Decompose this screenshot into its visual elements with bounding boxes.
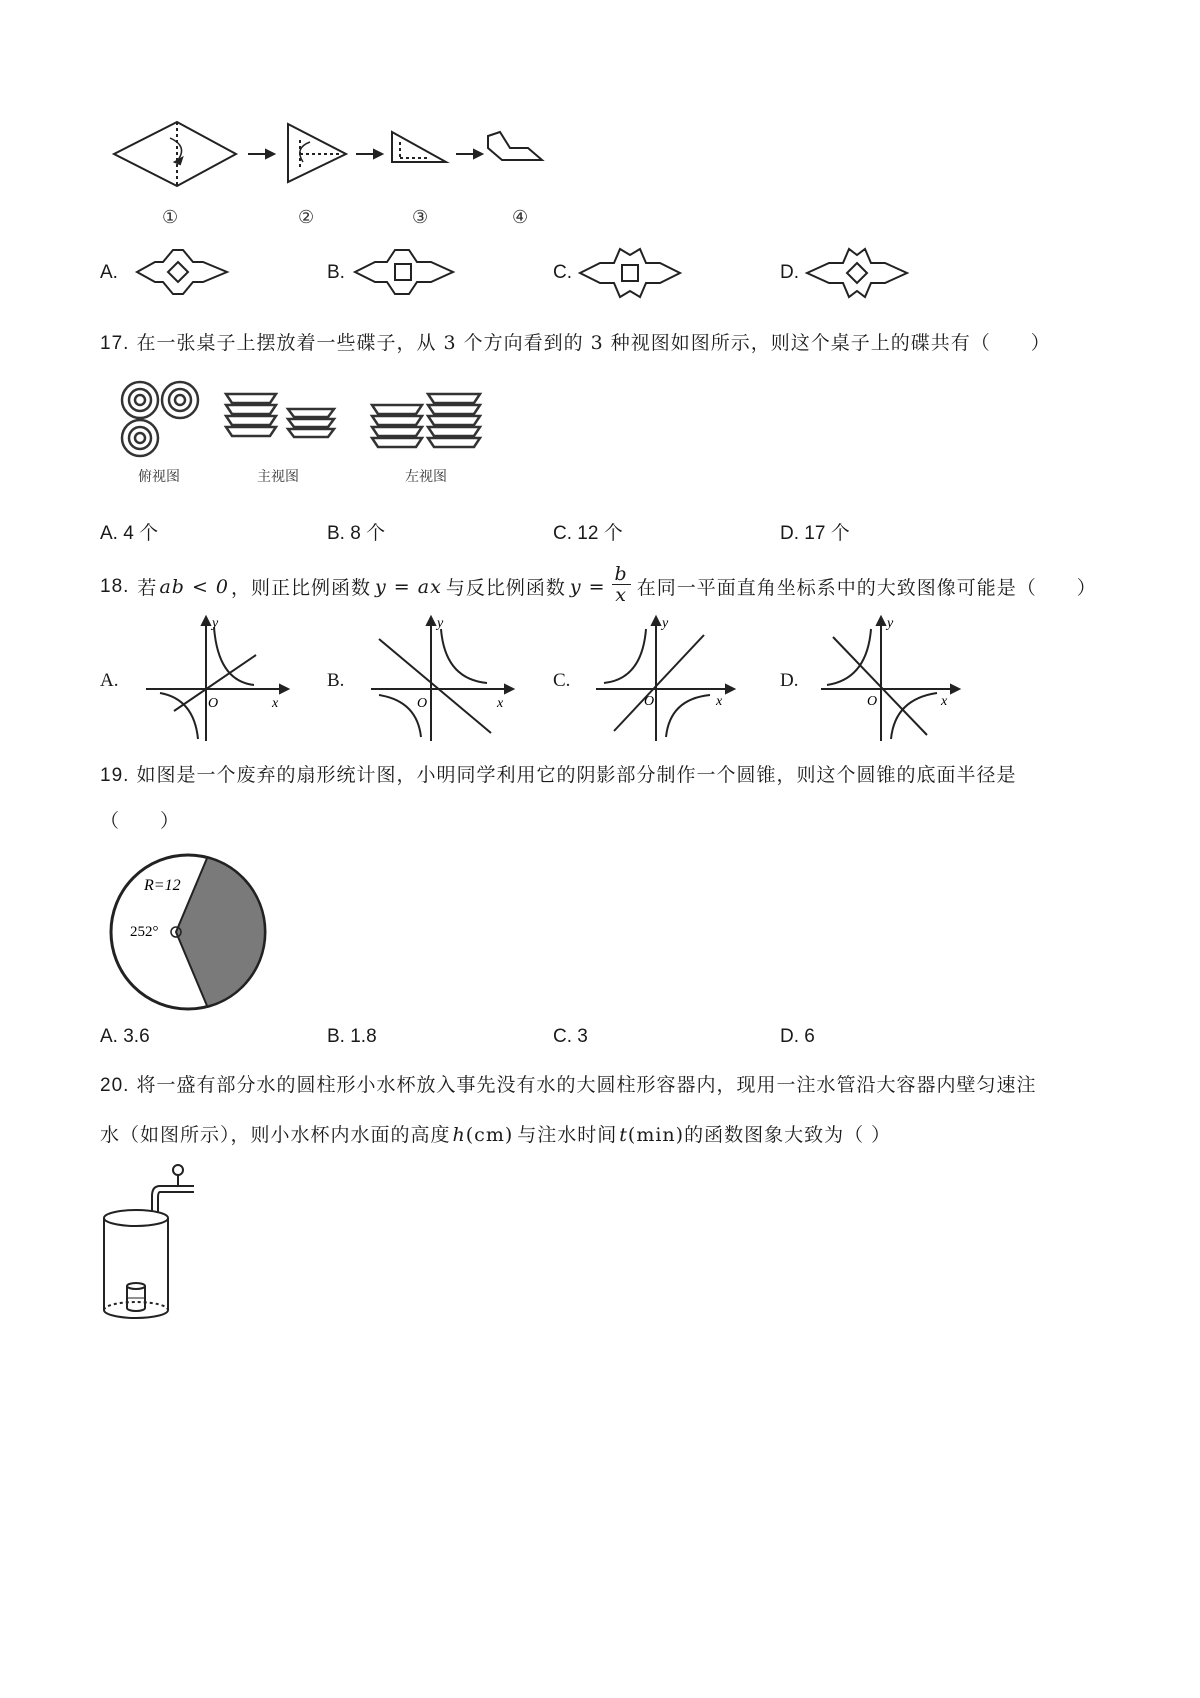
q20-var-t: t [619, 1124, 628, 1146]
q17-stem [100, 328, 1051, 355]
q18-option-b: B. [327, 670, 345, 691]
q19-sector-figure [108, 852, 268, 1012]
q18-stem [100, 563, 1097, 607]
folding-steps-figure [100, 120, 600, 230]
q18-a-origin: O [208, 696, 219, 711]
q20-stem-line2 [100, 1120, 891, 1147]
q18-d-axis-x: x [941, 694, 948, 709]
q17-option-a: A. 4 个 [100, 523, 159, 544]
q20-unit-h: (cm) [465, 1124, 514, 1146]
q18-formula-inverse-lhs: y = [569, 575, 606, 598]
step-label-1: ① [162, 207, 179, 227]
q18-d-origin: O [867, 694, 878, 709]
q18-number: 18. [100, 575, 130, 597]
q16-option-d-label: D. [780, 262, 799, 283]
q18-text-4: 在同一平面直角坐标系中的大致图像可能是（ ） [636, 577, 1097, 599]
q18-b-axis-y: y [437, 616, 444, 631]
step-label-3: ③ [412, 207, 429, 227]
q18-option-d: D. [780, 670, 799, 691]
q18-text-1: 若 [137, 577, 158, 599]
q18-fraction-denominator: x [615, 584, 627, 606]
q18-graph-d [815, 615, 965, 745]
q19-radius-label: R=12 [144, 877, 181, 894]
q18-text-2: ，则正比例函数 [231, 577, 372, 599]
q19-angle-label: 252° [130, 924, 159, 940]
q18-formula-linear: y = ax [375, 575, 442, 598]
q18-d-axis-y: y [887, 616, 894, 631]
q18-option-c: C. [553, 670, 571, 691]
q19-paren: （ ） [100, 810, 181, 832]
q16-option-c-figure [578, 245, 688, 301]
q20-text-line1: 将一盛有部分水的圆柱形小水杯放入事先没有水的大圆柱形容器内，现用一注水管沿大容器内壁匀速注 [136, 1074, 1037, 1096]
q18-option-a: A. [100, 670, 119, 691]
view-label-front: 主视图 [257, 469, 299, 485]
q16-option-b-figure [353, 248, 463, 298]
q16-option-c-label: C. [553, 262, 572, 283]
q18-text-3: 与反比例函数 [445, 577, 566, 599]
q17-option-d: D. 17 个 [780, 523, 850, 544]
q20-container-figure [100, 1162, 210, 1332]
q20-text-2c: 的函数图象大致为（ ） [684, 1124, 892, 1146]
q18-graph-c [590, 615, 740, 745]
view-label-left: 左视图 [405, 469, 447, 485]
q19-option-d: D. 6 [780, 1026, 815, 1047]
q18-b-axis-x: x [497, 696, 504, 711]
q18-c-axis-x: x [716, 694, 723, 709]
q18-graph-b [365, 615, 515, 745]
q20-stem-line1 [100, 1070, 1036, 1097]
q17-text: 在一张桌子上摆放着一些碟子，从 3 个方向看到的 3 种视图如图所示，则这个桌子上的碟共有（ ） [136, 332, 1051, 354]
q19-text: 如图是一个废弃的扇形统计图，小明同学利用它的阴影部分制作一个圆锥，则这个圆锥的底面半径是 [136, 764, 1017, 786]
q20-var-h: h [452, 1124, 466, 1146]
q19-number: 19. [100, 765, 130, 786]
step-label-2: ② [298, 207, 315, 227]
q18-graph-a [140, 615, 290, 745]
q19-option-a: A. 3.6 [100, 1026, 150, 1047]
step-label-4: ④ [512, 207, 529, 227]
q18-a-axis-x: x [272, 696, 279, 711]
q16-option-d-figure [805, 245, 915, 301]
q18-fraction [612, 564, 631, 605]
q18-c-origin: O [644, 694, 655, 709]
q18-b-origin: O [417, 696, 428, 711]
q20-text-2b: 与注水时间 [517, 1124, 618, 1146]
q19-stem [100, 760, 1016, 787]
q17-option-b: B. 8 个 [327, 523, 386, 544]
q16-option-b-label: B. [327, 262, 345, 283]
q17-number: 17. [100, 333, 130, 354]
q18-a-axis-y: y [212, 616, 219, 631]
q18-c-axis-y: y [662, 616, 669, 631]
view-label-top: 俯视图 [138, 469, 180, 485]
q20-text-2a: 水（如图所示），则小水杯内水面的高度 [100, 1124, 451, 1146]
q19-option-b: B. 1.8 [327, 1026, 377, 1047]
q17-option-c: C. 12 个 [553, 523, 623, 544]
q20-unit-t: (min) [627, 1124, 685, 1146]
q19-option-c: C. 3 [553, 1026, 588, 1047]
q16-option-a-label: A. [100, 262, 118, 283]
q20-number: 20. [100, 1075, 130, 1096]
q16-option-a-figure [135, 248, 235, 298]
q18-condition: ab < 0 [159, 575, 230, 598]
q18-fraction-numerator: b [612, 564, 631, 585]
